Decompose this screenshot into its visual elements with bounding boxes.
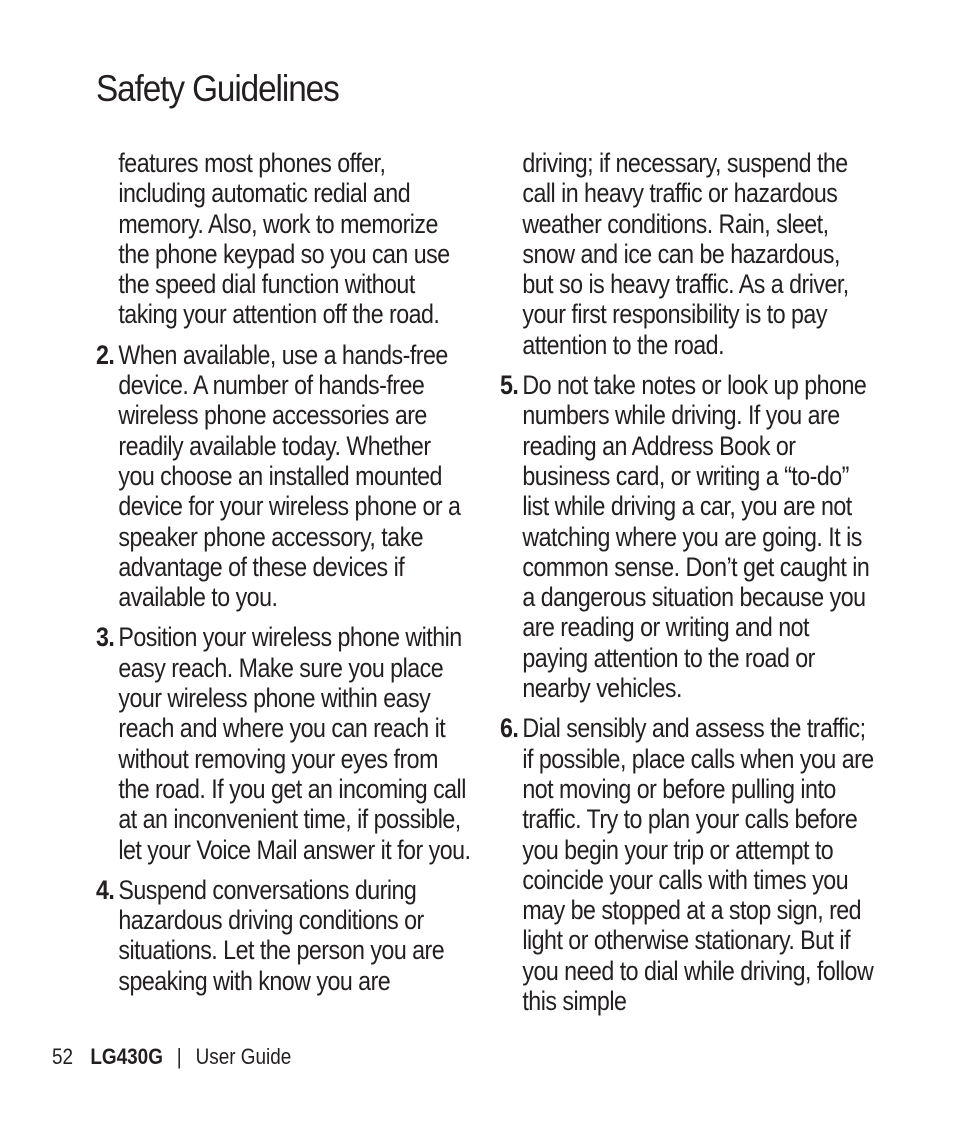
continued-paragraph (500, 148, 900, 360)
item-number: 6. (500, 713, 519, 744)
item-number: 4. (96, 874, 115, 905)
model-name: LG430G (90, 1044, 163, 1069)
item-text: Position your wireless phone within easy reach. Make sure you place your wireless phone within easy reach and where you can reach it without removing your eyes from the road. If you get an incoming call at an inconvenient time, if possible, let your Voice Mail answer it for you. (118, 622, 471, 865)
item-text: Do not take notes or look up phone numbers while driving. If you are reading an Address Book or business card, or writing a “to-do” list while driving a car, you are not watching where you are going. It is common sense. Don’t get caught in a dangerous situation because you are reading or writing and not paying attention to the road or nearby vehicles. (522, 370, 870, 704)
list-item-3 (96, 622, 496, 864)
item-text: Dial sensibly and assess the traffic; if possible, place calls when you are not moving or before pulling into traffic. Try to plan your calls before you begin your trip or attempt to coincide your calls with times you may be stopped at a stop sign, red light or otherwise stationary. But if you need to dial while driving, follow this simple (522, 713, 874, 1017)
list-item-6 (500, 713, 900, 1016)
item-number: 2. (96, 339, 115, 370)
list-item-2 (96, 340, 496, 613)
left-column (96, 148, 496, 1006)
paragraph-text: features most phones offer, including automatic redial and memory. Also, work to memorize the phone keypad so you can use the speed dial function without taking your attention off the road. (118, 148, 450, 330)
right-column (500, 148, 900, 1026)
page-footer (52, 1044, 291, 1070)
item-text: When available, use a hands-free device. A number of hands-free wireless phone accessories are readily available today. Whether you choose an installed mounted device for your wireless phone or a speaker phone accessory, take advantage of these devices if available to you. (118, 339, 461, 613)
list-item-5 (500, 370, 900, 703)
list-item-4 (96, 875, 496, 996)
page-number: 52 (52, 1044, 74, 1069)
item-text: Suspend conversations during hazardous driving conditions or situations. Let the person you are speaking with know you are (118, 874, 445, 996)
footer-separator: | (176, 1044, 182, 1069)
item-number: 3. (96, 622, 115, 653)
guide-label: User Guide (195, 1044, 292, 1069)
continued-paragraph (96, 148, 496, 330)
item-number: 5. (500, 370, 519, 401)
paragraph-text: driving; if necessary, suspend the call in heavy traffic or hazardous weather conditions. Rain, sleet, snow and ice can be hazardous, but so is heavy traffic. As a driver, your first responsibility is to pay attention to the road. (522, 148, 849, 360)
page-title: Safety Guidelines (96, 68, 339, 109)
